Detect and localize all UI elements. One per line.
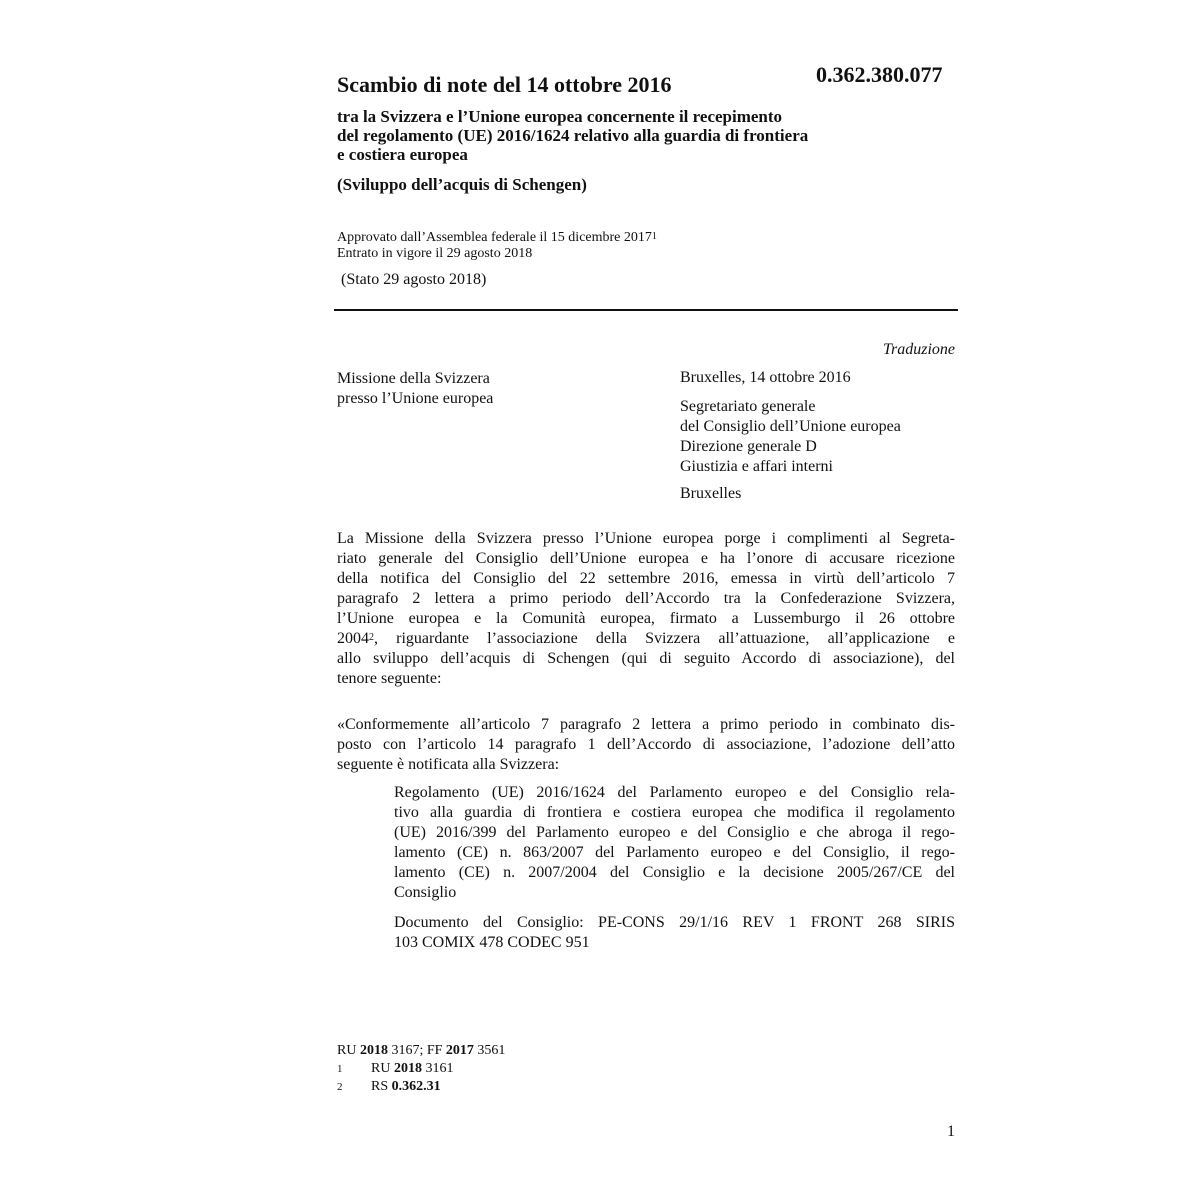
text-line: allo sviluppo dell’acquis di Schengen (qui di seguito Accordo di associazione), del [337,650,955,667]
footnote-2: 2 RS 0.362.31 [337,1079,441,1094]
text-line: paragrafo 2 lettera a primo periodo dell’Accordo tra la Confederazione Svizzera, [337,590,955,607]
text-line: 103 COMIX 478 CODEC 951 [394,934,590,951]
recipient-line: Direzione generale D [680,438,817,455]
text-line: Consiglio [394,884,457,901]
recipient-line: Giustizia e affari interni [680,458,833,475]
in-force-line: Entrato in vigore il 29 agosto 2018 [337,246,533,261]
text-line: seguente è notificata alla Svizzera: [337,756,560,773]
subtitle-line: del regolamento (UE) 2016/1624 relativo alla guardia di frontiera [337,126,809,145]
letter-date: Bruxelles, 14 ottobre 2016 [680,369,851,386]
subtitle-line: e costiera europea [337,145,468,164]
regulation-citation [394,783,955,903]
text-line: lamento (CE) n. 863/2007 del Parlamento europeo e del Consiglio, il rego- [394,844,955,861]
text-line: 2004$^2$, riguardante l’associazione della Svizzera all’attuazione, all’applicazione e [337,630,955,647]
text-line: riato generale del Consiglio dell’Unione europea e ha l’onore di accusare ricezione [337,550,955,567]
footnote-number: 2 [337,1081,343,1093]
status-date: (Stato 29 agosto 2018) [341,271,487,288]
translation-label: Traduzione [882,341,955,358]
sender-block [337,369,493,409]
text-line: (UE) 2016/399 del Parlamento europeo e del Consiglio e che abroga il rego- [394,824,955,841]
text-line: tenore seguente: [337,670,442,687]
page-number: 1 [947,1123,955,1140]
schengen-note: (Sviluppo dell’acquis di Schengen) [337,175,587,194]
document-title: Scambio di note del 14 ottobre 2016 [337,72,672,97]
body-paragraph-intro [337,529,955,689]
approval-meta [337,230,657,262]
footnote-1: 1 RU 2018 3161 [337,1061,454,1076]
document-subtitle [337,107,957,164]
subtitle-line: tra la Svizzera e l’Unione europea concernente il recepimento [337,107,783,126]
footnote-ref[interactable]: 1 [651,231,657,242]
recipient-block [680,397,901,477]
text-line: tivo alla guardia di frontiera e costiera europea che modifica il regolamento [394,804,955,821]
text-line: «Conformemente all’articolo 7 paragrafo 2 lettera a primo periodo in combinato dis- [337,716,955,733]
text-line: l’Unione europea e la Comunità europea, firmato a Lussemburgo il 26 ottobre [337,610,955,627]
text-line: Documento del Consiglio: PE-CONS 29/1/16 REV 1 FRONT 268 SIRIS [394,914,955,931]
footnote-number: 1 [337,1063,343,1075]
text-line: lamento (CE) n. 2007/2004 del Consiglio e la decisione 2005/267/CE del [394,864,955,881]
approved-line: Approvato dall’Assemblea federale il 15 dicembre 2017$^1$ [337,230,657,245]
text-line: della notifica del Consiglio del 22 settembre 2016, emessa in virtù dell’articolo 7 [337,570,955,587]
footnotes [337,1042,505,1096]
text-line: posto con l’articolo 14 paragrafo 1 dell’Accordo di associazione, l’adozione dell’atto [337,736,955,753]
sender-line: presso l’Unione europea [337,390,494,407]
text-line: La Missione della Svizzera presso l’Unione europea porge i complimenti al Segreta- [337,530,955,547]
sr-number: 0.362.380.077 [816,62,943,87]
recipient-city: Bruxelles [680,485,742,502]
recipient-line: Segretariato generale [680,398,816,415]
header-divider [334,309,958,311]
recipient-line: del Consiglio dell’Unione europea [680,418,901,435]
footnote-ref[interactable]: 2 [369,632,374,643]
publication-reference: RU 2018 3167; FF 2017 3561 [337,1043,506,1058]
council-document-reference [394,913,955,953]
body-paragraph-notification [337,715,955,775]
text-line: Regolamento (UE) 2016/1624 del Parlamento europeo e del Consiglio rela- [394,784,955,801]
sender-line: Missione della Svizzera [337,370,490,387]
